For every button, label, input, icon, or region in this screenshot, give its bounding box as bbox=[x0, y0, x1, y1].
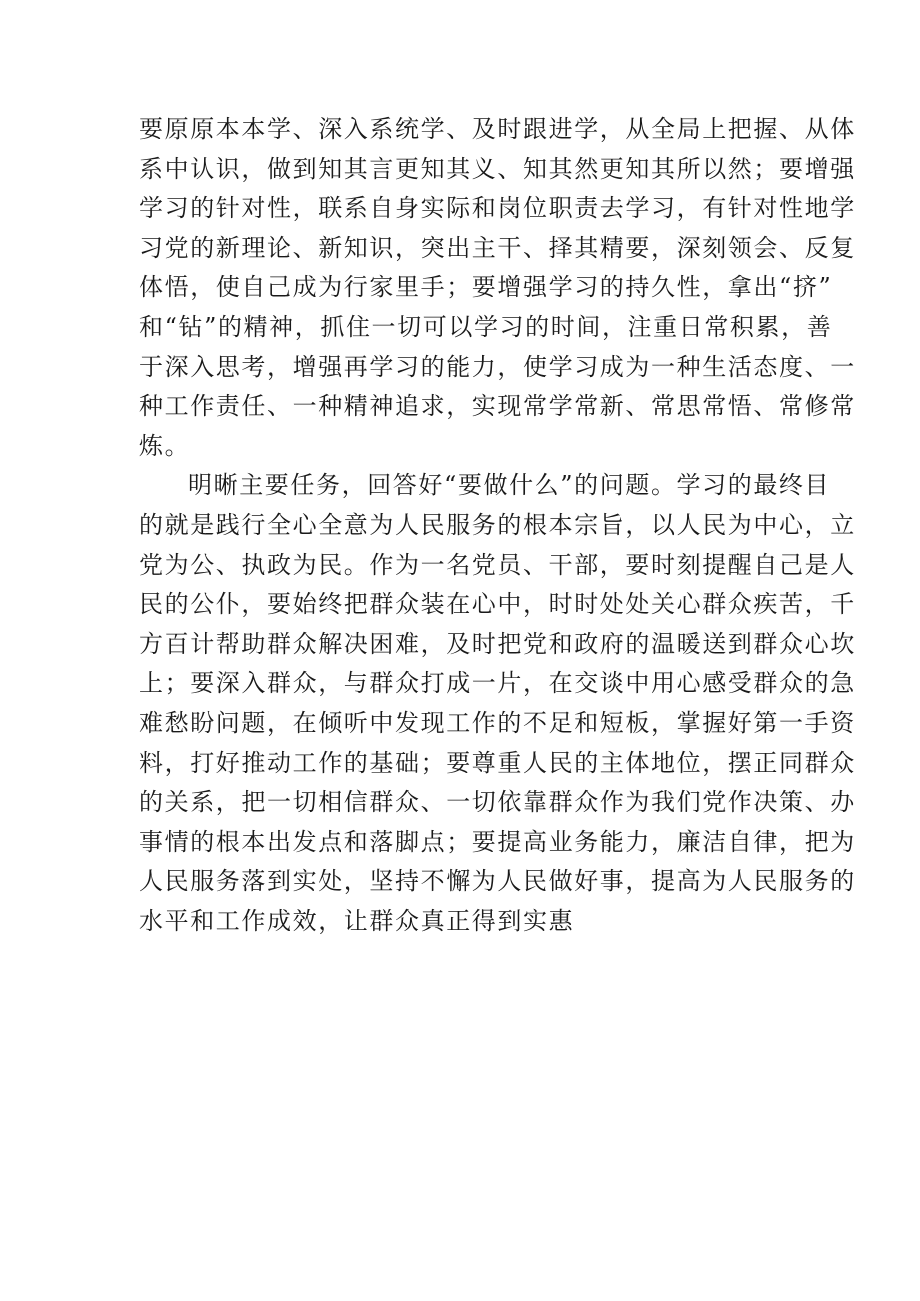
paragraph-line: 学习的针对性，联系自身实际和岗位职责去学习，有针对性地学 bbox=[139, 194, 856, 223]
paragraph-line: 人民服务落到实处，坚持不懈为人民做好事，提高为人民服务的 bbox=[139, 867, 856, 896]
paragraph-line-indented: 明晰主要任务，回答好“要做什么”的问题。学习的最终目 bbox=[188, 471, 831, 500]
paragraph-line: 事情的根本出发点和落脚点；要提高业务能力，廉洁自律，把为 bbox=[139, 827, 856, 856]
paragraph-line: 的关系，把一切相信群众、一切依靠群众作为我们党作决策、办 bbox=[139, 788, 856, 817]
paragraph-line: 炼。 bbox=[139, 431, 191, 460]
paragraph-line: 和“钻”的精神，抓住一切可以学习的时间，注重日常积累，善 bbox=[139, 312, 833, 341]
paragraph-line: 党为公、执政为民。作为一名党员、干部，要时刻提醒自己是人 bbox=[139, 550, 856, 579]
paragraph-line: 体悟，使自己成为行家里手；要增强学习的持久性，拿出“挤” bbox=[139, 273, 833, 302]
paragraph-line: 习党的新理论、新知识，突出主干、择其精要，深刻领会、反复 bbox=[139, 233, 856, 262]
paragraph-line: 难愁盼问题，在倾听中发现工作的不足和短板，掌握好第一手资 bbox=[139, 708, 856, 737]
paragraph-line: 种工作责任、一种精神追求，实现常学常新、常思常悟、常修常 bbox=[139, 392, 856, 421]
paragraph-line: 方百计帮助群众解决困难，及时把党和政府的温暖送到群众心坎 bbox=[139, 629, 856, 658]
paragraph-line: 料，打好推动工作的基础；要尊重人民的主体地位，摆正同群众 bbox=[139, 748, 856, 777]
paragraph-line: 民的公仆，要始终把群众装在心中，时时处处关心群众疾苦，千 bbox=[139, 590, 856, 619]
paragraph-line: 系中认识，做到知其言更知其义、知其然更知其所以然；要增强 bbox=[139, 154, 856, 183]
paragraph-study-methods bbox=[139, 110, 856, 466]
paragraph-line: 要原原本本学、深入系统学、及时跟进学，从全局上把握、从体 bbox=[139, 115, 856, 143]
paragraph-line: 的就是践行全心全意为人民服务的根本宗旨，以人民为中心，立 bbox=[139, 510, 856, 539]
paragraph-line: 上；要深入群众，与群众打成一片，在交谈中用心感受群众的急 bbox=[139, 669, 856, 698]
document-body bbox=[139, 110, 856, 941]
paragraph-line: 于深入思考，增强再学习的能力，使学习成为一种生活态度、一 bbox=[139, 352, 856, 381]
paragraph-line: 水平和工作成效，让群众真正得到实惠 bbox=[139, 906, 575, 935]
paragraph-main-tasks bbox=[139, 466, 856, 941]
